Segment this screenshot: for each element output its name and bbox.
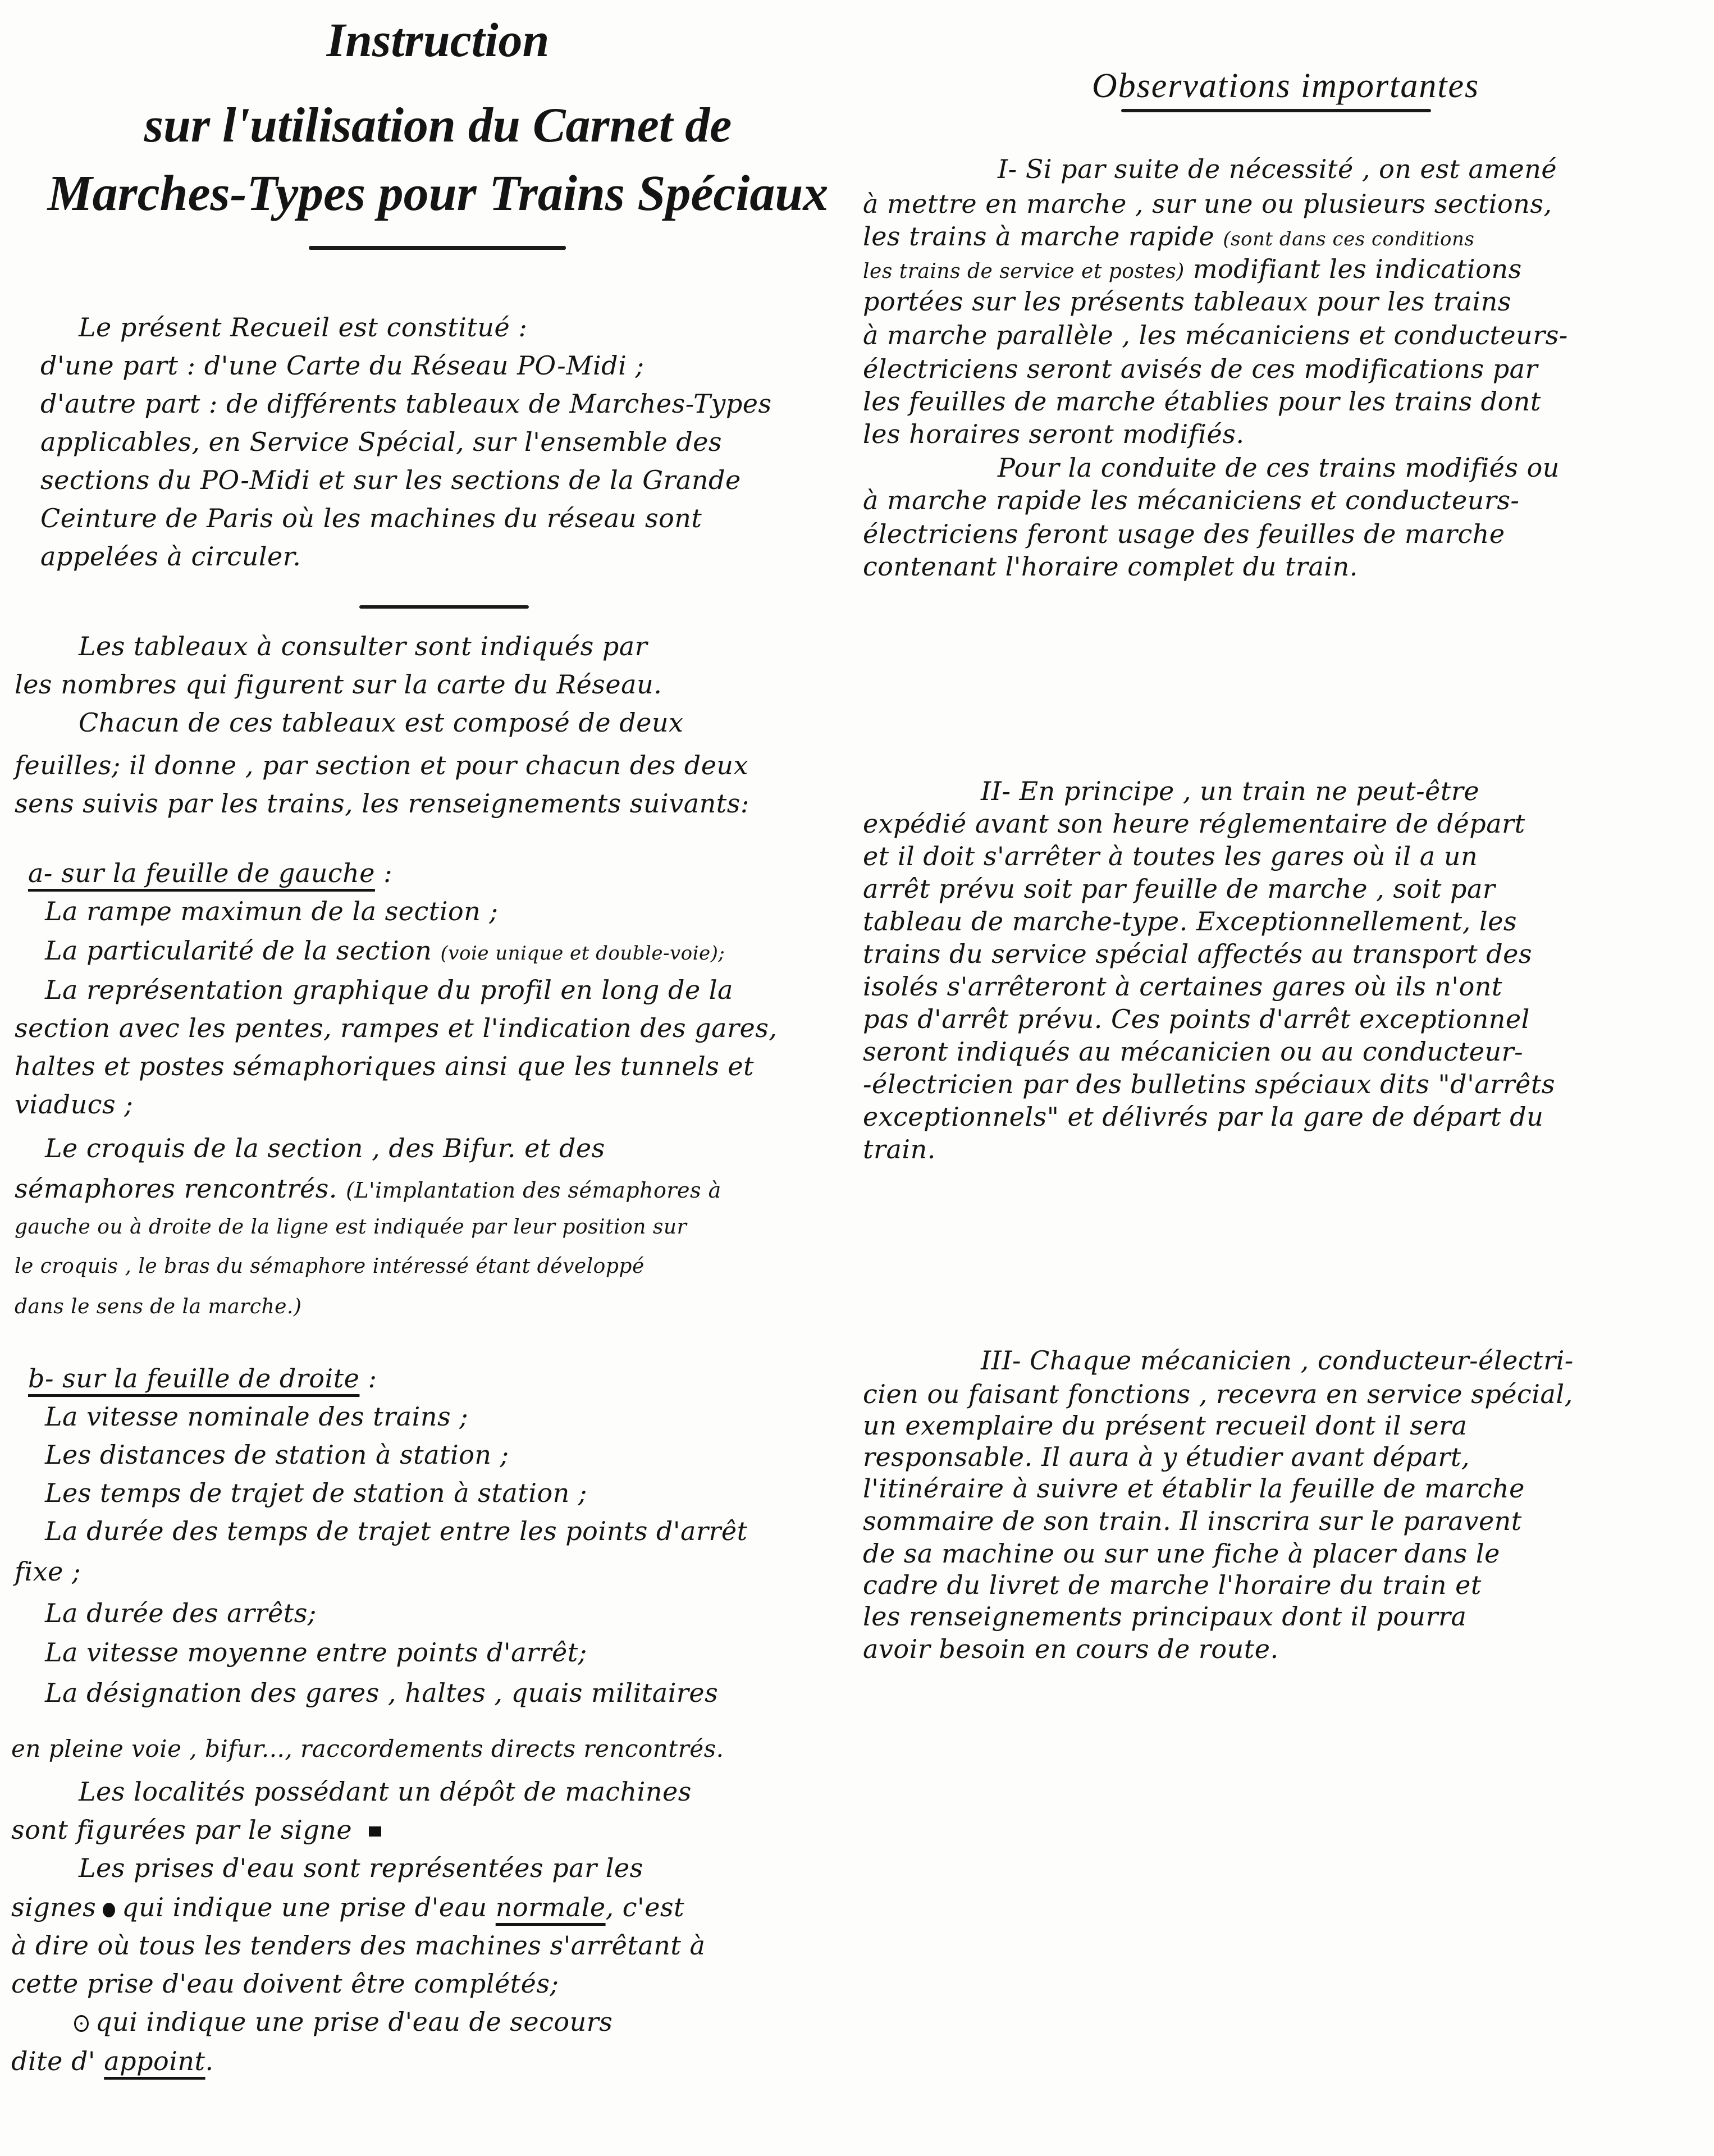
text-line: Le présent Recueil est constitué : [79, 312, 528, 342]
text-line: viaducs ; [15, 1089, 134, 1120]
text-line: à mettre en marche , sur une ou plusieurs sections, [863, 189, 1552, 219]
text-line: Ceinture de Paris où les machines du réseau sont [40, 503, 702, 533]
text-line: La désignation des gares , haltes , quais militaires [45, 1678, 719, 1708]
text-line: sommaire de son train. Il inscrira sur le paravent [863, 1506, 1522, 1536]
text-line: gauche ou à droite de la ligne est indiquée par leur position sur [15, 1216, 687, 1239]
text-line [863, 221, 1475, 252]
depot-sign-line [11, 1817, 381, 1843]
text-line: exceptionnels" et délivrés par la gare de départ du [863, 1102, 1544, 1132]
text-line: l'itinéraire à suivre et établir la feuille de marche [863, 1473, 1525, 1504]
text-span: La particularité de la section [45, 935, 432, 966]
text-span: signes [11, 1892, 97, 1922]
text-line: pas d'arrêt prévu. Ces points d'arrêt exceptionnel [863, 1004, 1530, 1034]
text-line: d'une part : d'une Carte du Réseau PO-Midi ; [40, 350, 645, 381]
text-line: La vitesse nominale des trains ; [45, 1401, 469, 1432]
text-span: , c'est [605, 1892, 685, 1922]
text-line: seront indiqués au mécanicien ou au conducteur- [863, 1036, 1524, 1067]
water-backup-line [74, 2009, 613, 2035]
text-line: La rampe maximun de la section ; [45, 896, 499, 926]
text-line: Le croquis de la section , des Bifur. et des [45, 1133, 605, 1163]
title-divider [309, 246, 566, 250]
text-line: portées sur les présents tableaux pour les trains [863, 286, 1511, 317]
text-span: sont figurées par le signe [11, 1815, 353, 1845]
text-line: un exemplaire du présent recueil dont il sera [863, 1410, 1468, 1441]
text-line: isolés s'arrêteront à certaines gares où ils n'ont [863, 971, 1502, 1002]
text-span-small: les trains de service et postes) [863, 260, 1185, 283]
text-line: sens suivis par les trains, les renseignements suivants: [15, 788, 749, 819]
text-line: dans le sens de la marche.) [15, 1295, 302, 1318]
text-line: applicables, en Service Spécial, sur l'ensemble des [40, 427, 722, 457]
text-span: dite d' [11, 2046, 104, 2076]
text-line: et il doit s'arrêter à toutes les gares où il a un [863, 841, 1478, 871]
text-line: trains du service spécial affectés au transport des [863, 939, 1533, 969]
text-line: feuilles; il donne , par section et pour chacun des deux [15, 750, 748, 780]
text-span-small: (voie unique et double-voie); [440, 942, 725, 965]
text-line: cadre du livret de marche l'horaire du train et [863, 1570, 1482, 1600]
text-line: de sa machine ou sur une fiche à placer dans le [863, 1538, 1500, 1569]
text-line: Les distances de station à station ; [45, 1440, 509, 1470]
text-line: avoir besoin en cours de route. [863, 1634, 1279, 1664]
section-divider [359, 605, 529, 609]
text-line: Les localités possédant un dépôt de machines [79, 1776, 692, 1807]
section-a-heading-text: a- sur la feuille de gauche [28, 858, 375, 888]
text-line [45, 935, 725, 966]
text-line: arrêt prévu soit par feuille de marche , soit par [863, 874, 1496, 904]
text-line: les feuilles de marche établies pour les trains dont [863, 386, 1541, 417]
text-line: cette prise d'eau doivent être complétés; [11, 1968, 559, 1999]
text-line: La représentation graphique du profil en long de la [45, 975, 733, 1005]
title-line-2: sur l'utilisation du Carnet de [144, 98, 732, 153]
section-a-heading [28, 860, 392, 886]
text-line: Les temps de trajet de station à station ; [45, 1478, 587, 1508]
text-line: les nombres qui figurent sur la carte du Réseau. [15, 669, 662, 700]
text-line: les renseignements principaux dont il pourra [863, 1601, 1467, 1632]
text-line: les horaires seront modifiés. [863, 419, 1245, 449]
water-normal-filled-circle-icon [103, 1903, 115, 1917]
text-line: La durée des arrêts; [45, 1598, 317, 1628]
text-line: électriciens feront usage des feuilles de marche [863, 519, 1505, 549]
observations-title: Observations importantes [1091, 67, 1480, 105]
heading-colon: : [359, 1363, 377, 1394]
text-span: les trains à marche rapide [863, 221, 1215, 252]
emphasis-appoint: appoint [104, 2046, 205, 2076]
depot-square-icon [369, 1826, 381, 1837]
text-line: fixe ; [15, 1556, 81, 1587]
text-line: La vitesse moyenne entre points d'arrêt; [45, 1637, 587, 1668]
text-line: -électricien par des bulletins spéciaux dits "d'arrêts [863, 1069, 1555, 1099]
title-line-3: Marches-Types pour Trains Spéciaux [47, 166, 829, 221]
right-column [857, 0, 1714, 2156]
text-line: section avec les pentes, rampes et l'indication des gares, [15, 1013, 778, 1043]
text-line: Les prises d'eau sont représentées par les [79, 1853, 643, 1883]
text-line: III- Chaque mécanicien , conducteur-électri- [981, 1345, 1574, 1376]
text-line: haltes et postes sémaphoriques ainsi que les tunnels et [15, 1051, 755, 1081]
text-line [15, 1173, 721, 1204]
section-b-heading-text: b- sur la feuille de droite [28, 1363, 360, 1394]
text-span: qui indique une prise d'eau [122, 1892, 496, 1922]
text-line: II- En principe , un train ne peut-être [981, 776, 1480, 806]
water-backup-dotted-circle-icon [74, 2015, 89, 2032]
text-line [863, 256, 1522, 282]
text-span: sémaphores rencontrés. [15, 1173, 337, 1204]
section-b-heading [28, 1363, 377, 1394]
text-line: Pour la conduite de ces trains modifiés ou [998, 453, 1560, 483]
text-line: expédié avant son heure réglementaire de départ [863, 808, 1525, 839]
text-line: à marche parallèle , les mécaniciens et conducteurs- [863, 320, 1568, 350]
text-line: d'autre part : de différents tableaux de Marches-Types [40, 389, 772, 419]
text-line: Chacun de ces tableaux est composé de deux [79, 707, 684, 738]
text-line: sections du PO-Midi et sur les sections de la Grande [40, 465, 741, 495]
text-line: train. [863, 1134, 936, 1164]
text-line: à dire où tous les tenders des machines s'arrêtant à [11, 1930, 706, 1961]
text-line: cien ou faisant fonctions , recevra en service spécial, [863, 1379, 1573, 1409]
text-line: en pleine voie , bifur..., raccordements directs rencontrés. [11, 1735, 724, 1762]
text-line: le croquis , le bras du sémaphore intéressé étant développé [15, 1255, 645, 1278]
heading-colon: : [374, 858, 393, 888]
text-line: responsable. Il aura à y étudier avant départ, [863, 1442, 1470, 1472]
text-line: appelées à circuler. [40, 541, 301, 572]
text-line: I- Si par suite de nécessité , on est amené [998, 154, 1557, 184]
water-normal-line [11, 1894, 684, 1920]
text-span: modifiant les indications [1192, 254, 1522, 284]
text-span-small: (sont dans ces conditions [1223, 228, 1475, 250]
appoint-line [11, 2048, 214, 2074]
text-line: électriciens seront avisés de ces modifications par [863, 354, 1538, 384]
text-line: La durée des temps de trajet entre les points d'arrêt [45, 1516, 748, 1546]
text-span-small: (L'implantation des sémaphores à [346, 1178, 721, 1203]
text-line: à marche rapide les mécaniciens et conducteurs- [863, 485, 1520, 515]
text-line: Les tableaux à consulter sont indiqués par [79, 631, 648, 661]
text-line: tableau de marche-type. Exceptionnellement, les [863, 906, 1518, 937]
title-line-1: Instruction [326, 13, 550, 67]
text-line: contenant l'horaire complet du train. [863, 551, 1358, 582]
observations-divider [1121, 109, 1431, 112]
text-span: qui indique une prise d'eau de secours [95, 2007, 613, 2037]
emphasis-normale: normale [495, 1892, 606, 1922]
text-span: . [205, 2046, 214, 2076]
